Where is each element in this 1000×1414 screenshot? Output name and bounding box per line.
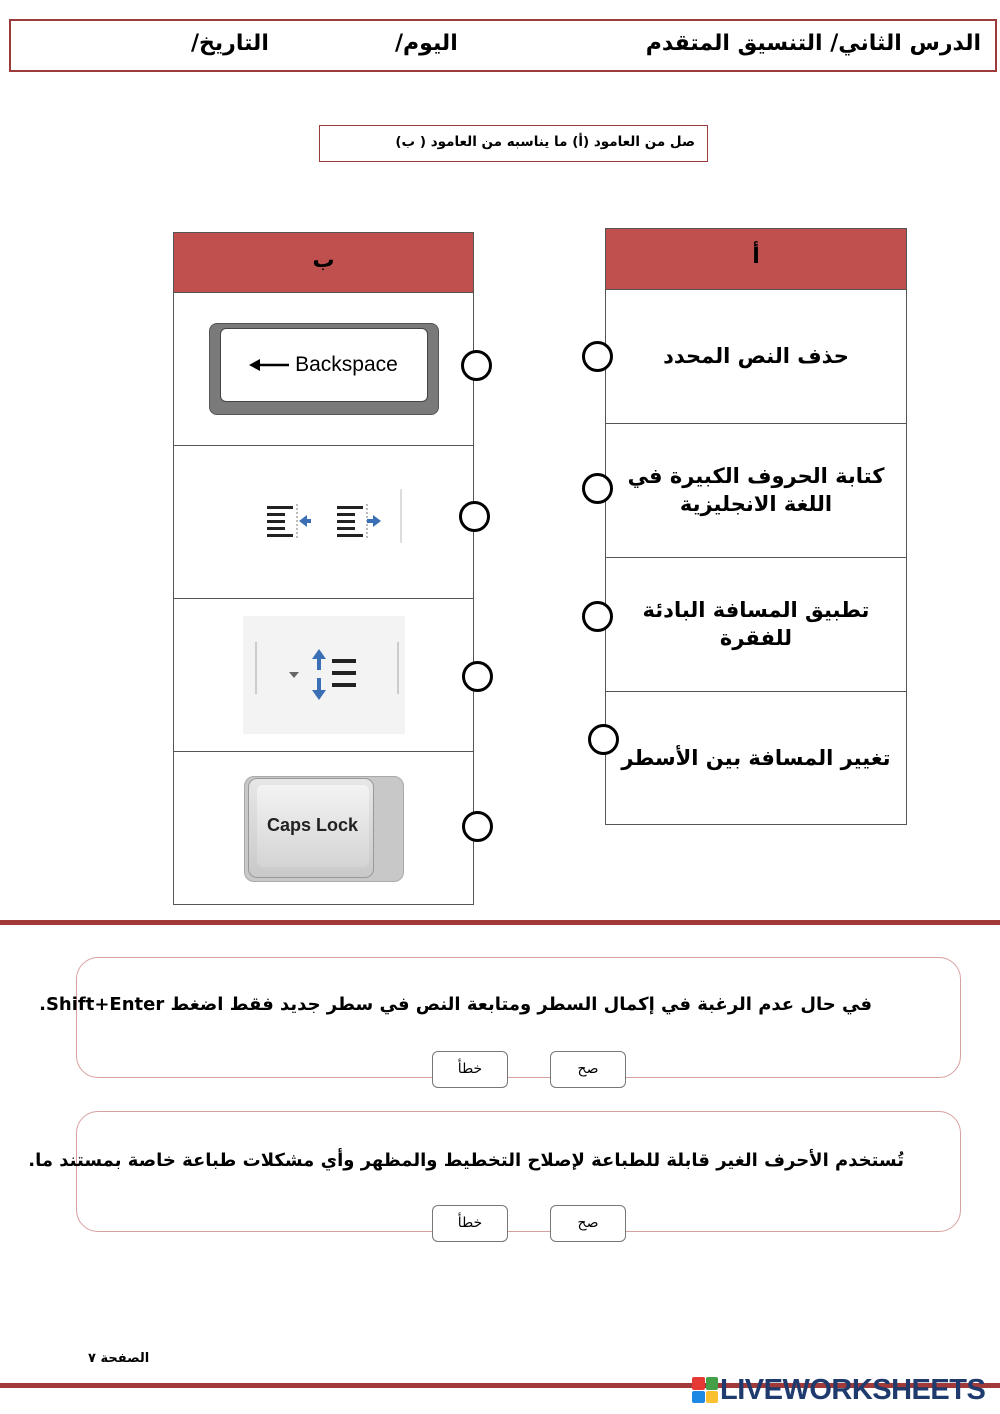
left-arrow-icon <box>249 358 289 372</box>
backspace-key-icon <box>209 323 439 415</box>
indent-buttons-icon <box>241 477 406 567</box>
match-dot-a3[interactable] <box>582 601 613 632</box>
match-dot-b2[interactable] <box>459 501 490 532</box>
section-divider <box>0 920 1000 925</box>
line-spacing-icon <box>243 616 405 734</box>
question-box <box>39 957 961 1078</box>
column-b-header: ب <box>174 233 473 293</box>
lesson-title: الدرس الثاني/ التنسيق المتقدم <box>645 31 981 56</box>
column-a-item: تغيير المسافة بين الأسطر <box>621 746 891 771</box>
false-button[interactable]: خطأ <box>432 1205 508 1242</box>
true-button[interactable]: صح <box>550 1051 626 1088</box>
column-a-item: كتابة الحروف الكبيرة في اللغة الانجليزية <box>606 424 906 558</box>
column-b-item <box>174 599 473 752</box>
day-field: اليوم/ <box>395 31 458 56</box>
match-dot-a1[interactable] <box>582 341 613 372</box>
column-a-header: أ <box>606 229 906 290</box>
question-box <box>28 1111 961 1232</box>
false-button[interactable]: خطأ <box>432 1051 508 1088</box>
question-text: في حال عدم الرغبة في إكمال السطر ومتابعة النص في سطر جديد فقط اضغط Shift+Enter. <box>39 994 872 1015</box>
column-b-item <box>174 293 473 446</box>
caps-lock-label: Caps Lock <box>257 785 369 867</box>
line-spacing-button-icon <box>279 645 369 705</box>
backspace-label: Backspace <box>295 353 398 376</box>
dropdown-caret-icon <box>289 672 299 678</box>
column-b-item <box>174 446 473 599</box>
match-dot-a4[interactable] <box>588 724 619 755</box>
column-b <box>173 232 474 905</box>
column-a <box>605 228 907 825</box>
true-button[interactable]: صح <box>550 1205 626 1242</box>
match-dot-b4[interactable] <box>462 811 493 842</box>
matching-instruction: صل من العامود (أ) ما يناسبه من العامود ( ب) <box>319 125 708 162</box>
column-b-item <box>174 752 473 905</box>
column-a-item: حذف النص المحدد <box>606 290 906 424</box>
match-dot-b3[interactable] <box>462 661 493 692</box>
page-number: الصفحة ٧ <box>88 1351 150 1366</box>
column-a-item: تطبيق المسافة البادئة للفقرة <box>606 558 906 692</box>
decrease-indent-icon <box>267 502 311 542</box>
logo-icon <box>692 1377 718 1403</box>
date-field: التاريخ/ <box>191 31 269 56</box>
liveworksheets-logo <box>692 1375 985 1405</box>
match-dot-b1[interactable] <box>461 350 492 381</box>
caps-lock-key-icon <box>244 776 404 882</box>
increase-indent-icon <box>337 502 381 542</box>
question-text: تُستخدم الأحرف الغير قابلة للطباعة لإصلاح التخطيط والمظهر وأي مشكلات طباعة خاصة بمستند ما. <box>28 1150 904 1171</box>
logo-text: LIVEWORKSHEETS <box>720 1373 986 1406</box>
match-dot-a2[interactable] <box>582 473 613 504</box>
header-box <box>9 19 997 72</box>
